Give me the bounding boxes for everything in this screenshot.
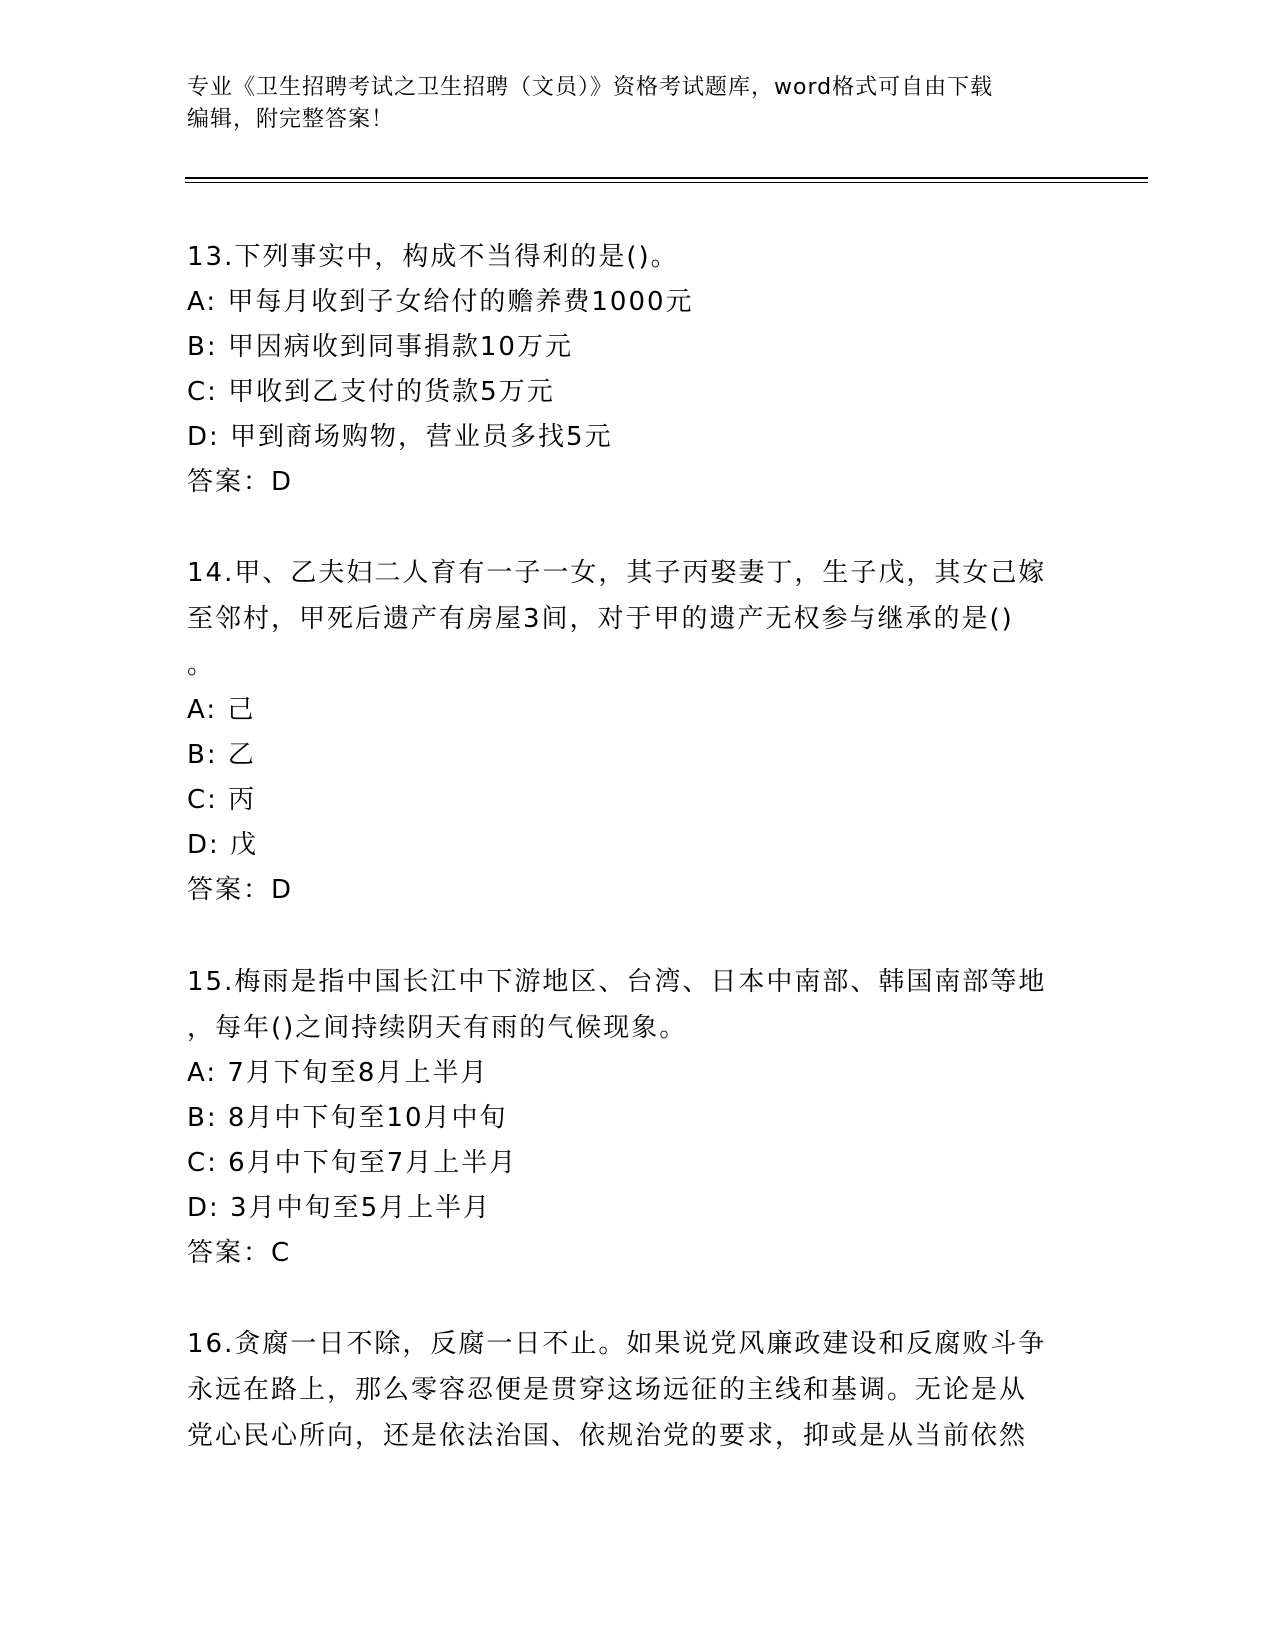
option-b: B: 8月中下旬至10月中旬 — [187, 1103, 508, 1133]
option-a: A: 甲每月收到子女给付的赡养费1000元 — [187, 287, 694, 317]
question-stem-line-3: 。 — [187, 650, 216, 680]
question-stem-line-2: 永远在路上，那么零容忍便是贯穿这场远征的主线和基调。无论是从 — [187, 1375, 1028, 1405]
option-c: C: 6月中下旬至7月上半月 — [187, 1148, 518, 1178]
question-stem: 13.下列事实中，构成不当得利的是()。 — [187, 242, 679, 272]
answer-label: 答案：D — [187, 875, 294, 905]
header-line-2: 编辑，附完整答案！ — [187, 107, 395, 132]
option-b: B: 乙 — [187, 740, 256, 770]
option-b: B: 甲因病收到同事捐款10万元 — [187, 332, 573, 362]
option-c: C: 丙 — [187, 785, 257, 815]
question-stem-line-1: 15.梅雨是指中国长江中下游地区、台湾、日本中南部、韩国南部等地 — [187, 967, 1047, 997]
header-line-1: 专业《卫生招聘考试之卫生招聘（文员）》资格考试题库，word格式可自由下载 — [187, 75, 994, 100]
question-stem-line-1: 14.甲、乙夫妇二人育有一子一女，其子丙娶妻丁，生子戊，其女己嫁 — [187, 558, 1047, 588]
document-header — [187, 72, 1087, 136]
question-stem-line-3: 党心民心所向，还是依法治国、依规治党的要求，抑或是从当前依然 — [187, 1421, 1028, 1451]
option-a: A: 7月下旬至8月上半月 — [187, 1058, 489, 1088]
option-c: C: 甲收到乙支付的货款5万元 — [187, 377, 555, 407]
header-divider-thick — [185, 177, 1148, 179]
header-divider-thin — [185, 182, 1148, 183]
question-15 — [187, 959, 1087, 1276]
answer-label: 答案：D — [187, 467, 294, 497]
option-a: A: 己 — [187, 695, 256, 725]
option-d: D: 戊 — [187, 830, 259, 860]
option-d: D: 3月中旬至5月上半月 — [187, 1193, 492, 1223]
question-16 — [187, 1321, 1087, 1459]
question-stem-line-2: 至邻村，甲死后遗产有房屋3间，对于甲的遗产无权参与继承的是() — [187, 604, 1014, 634]
question-stem-line-2: ，每年()之间持续阴天有雨的气候现象。 — [187, 1013, 688, 1043]
question-13 — [187, 234, 1087, 505]
question-14 — [187, 550, 1087, 913]
option-d: D: 甲到商场购物，营业员多找5元 — [187, 422, 613, 452]
answer-label: 答案：C — [187, 1238, 292, 1268]
question-stem-line-1: 16.贪腐一日不除，反腐一日不止。如果说党风廉政建设和反腐败斗争 — [187, 1329, 1047, 1359]
